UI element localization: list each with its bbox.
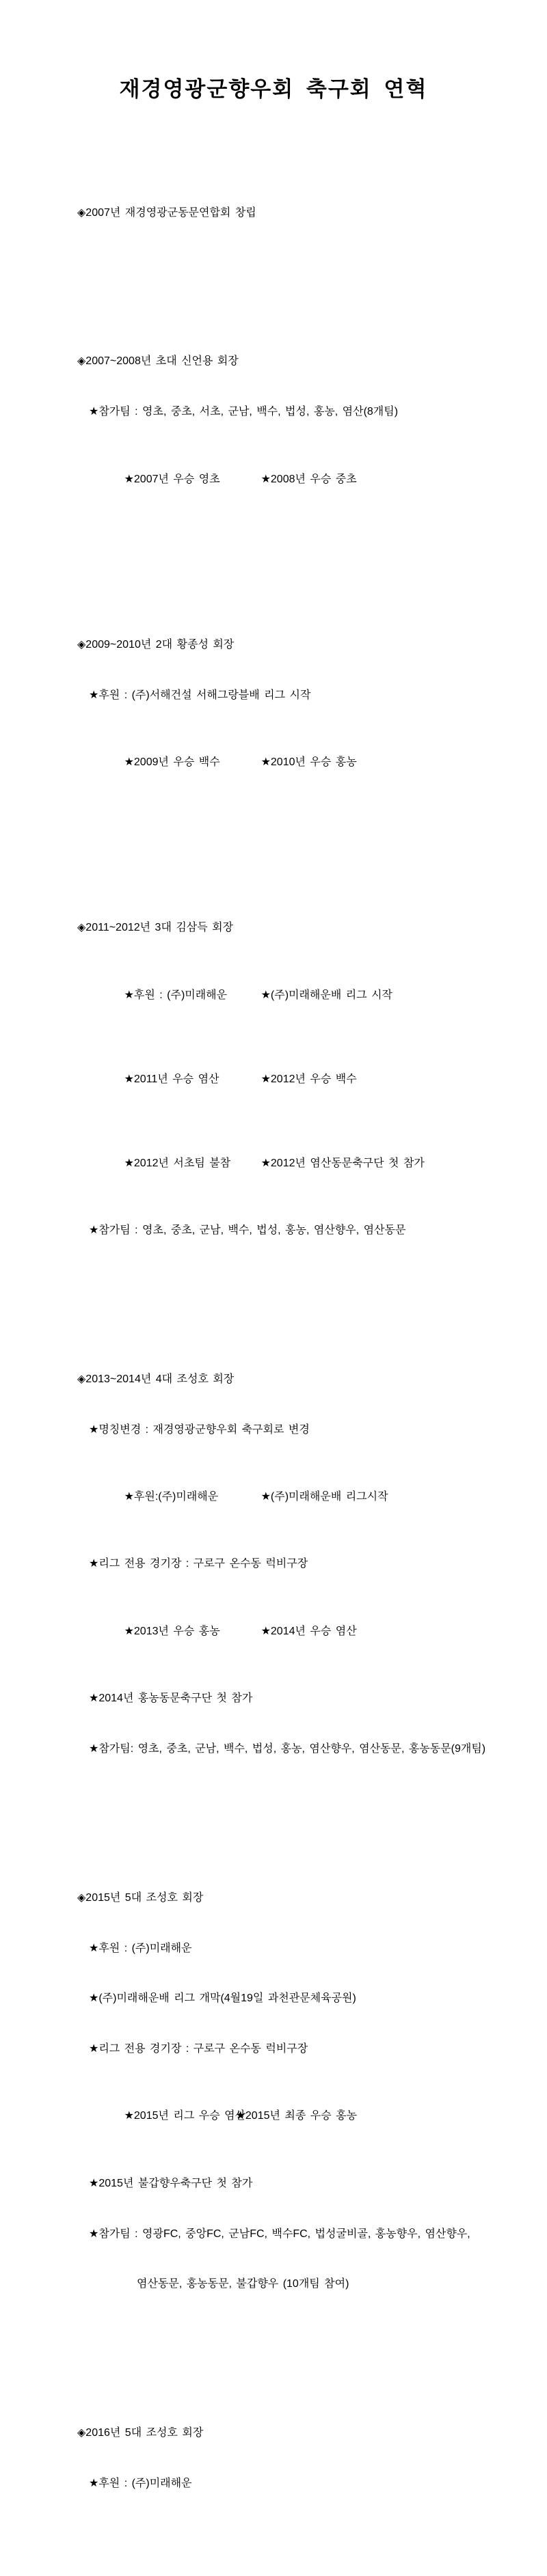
history-line: ★2014년 홍농동문축구단 첫 참가 (89, 1693, 253, 1705)
history-line: ★리그 전용 경기장 : 구로구 온수동 럭비구장 (89, 2043, 308, 2055)
history-line (77, 454, 540, 505)
history-line-left: ★2011년 우승 염산 (124, 1073, 219, 1085)
history-line-continuation: 염산동문, 홍농동문, 불갑향우 (10개팀 참여) (137, 2278, 349, 2290)
history-line-right: ★2010년 우승 홍농 (261, 756, 357, 769)
section-heading: ◈2013~2014년 4대 조성호 회장 (77, 1373, 235, 1385)
history-line-right: ★(주)미래해운배 리그시작 (261, 1491, 388, 1503)
history-line: ★참가팀 : 영광FC, 중앙FC, 군남FC, 백수FC, 법성굴비골, 홍농향우, 염산향우, (89, 2228, 470, 2240)
history-line (77, 1054, 540, 1105)
history-line: ★리그 전용 경기장 : 구로구 온수동 럭비구장 (89, 1558, 308, 1570)
section-2007-founding (77, 172, 540, 256)
section-heading: ◈2009~2010년 2대 황종성 회장 (77, 638, 235, 650)
section-2009-2010 (77, 603, 540, 822)
history-line-right: ★2012년 우승 백수 (261, 1073, 357, 1085)
history-line (77, 1138, 540, 1189)
history-line: ★(주)미래해운배 리그 개막(4월19일 과천관문체육공원) (89, 1992, 356, 2005)
history-line (77, 1472, 540, 1522)
history-line: ★참가팀 : 영초, 중초, 서초, 군남, 백수, 법성, 홍농, 염산(8개팀) (89, 406, 399, 418)
history-line-left: ★2015년 리그 우승 염산 (124, 2110, 246, 2122)
history-line-right: ★2008년 우승 중초 (261, 473, 357, 485)
history-line-right: ★(주)미래해운배 리그 시작 (261, 989, 393, 1001)
section-2007-2008 (77, 320, 540, 538)
history-line: ★후원 : (주)미래해운 (89, 2477, 192, 2489)
history-line-right: ★2015년 최종 우승 홍농 (235, 2110, 358, 2122)
history-line-left: ★2007년 우승 영초 (124, 473, 220, 485)
history-line (77, 1606, 540, 1657)
history-line: ★참가팀 : 영초, 중초, 군남, 백수, 법성, 홍농, 염산향우, 염산동문 (89, 1224, 406, 1237)
history-line-right: ★2014년 우승 염산 (261, 1625, 357, 1637)
section-heading: ◈2015년 5대 조성호 회장 (77, 1891, 204, 1904)
history-line (77, 2092, 540, 2142)
history-line (77, 970, 540, 1021)
history-line (77, 738, 540, 789)
history-line: ★후원 : (주)미래해운 (89, 1942, 192, 1954)
section-heading: ◈2011~2012년 3대 김삼득 회장 (77, 922, 234, 934)
section-heading: ◈2007년 재경영광군동문연합회 창립 (77, 206, 256, 219)
history-line: ★후원 : (주)서해건설 서해그랑블배 리그 시작 (89, 689, 311, 701)
history-line-left: ★2012년 서초팀 불참 (124, 1157, 231, 1169)
section-heading: ◈2016년 5대 조성호 회장 (77, 2427, 204, 2439)
history-line-right: ★2012년 염산동문축구단 첫 참가 (261, 1157, 425, 1169)
history-line-left: ★후원 : (주)미래해운 (124, 989, 228, 1001)
section-2011-2012 (77, 886, 540, 1273)
history-line-left: ★2013년 우승 홍농 (124, 1625, 220, 1637)
section-2016 (77, 2392, 540, 2526)
section-2015 (77, 1856, 540, 2327)
section-heading: ◈2007~2008년 초대 신언용 회장 (77, 355, 239, 368)
history-line: ★명칭변경 : 재경영광군향우회 축구회로 변경 (89, 1423, 310, 1436)
history-line-left: ★후원:(주)미래해운 (124, 1491, 219, 1503)
document-page (0, 77, 547, 2489)
history-line-left: ★2009년 우승 백수 (124, 756, 220, 769)
history-line: ★참가팀: 영초, 중초, 군남, 백수, 법성, 홍농, 염산향우, 염산동문, 홍농동문(9개팀) (89, 1742, 486, 1755)
history-content (77, 121, 540, 2576)
section-2013-2014 (77, 1338, 540, 1792)
history-line: ★2015년 불갑향우축구단 첫 참가 (89, 2177, 253, 2189)
page-title: 재경영광군향우회 축구회 연혁 (119, 77, 428, 101)
